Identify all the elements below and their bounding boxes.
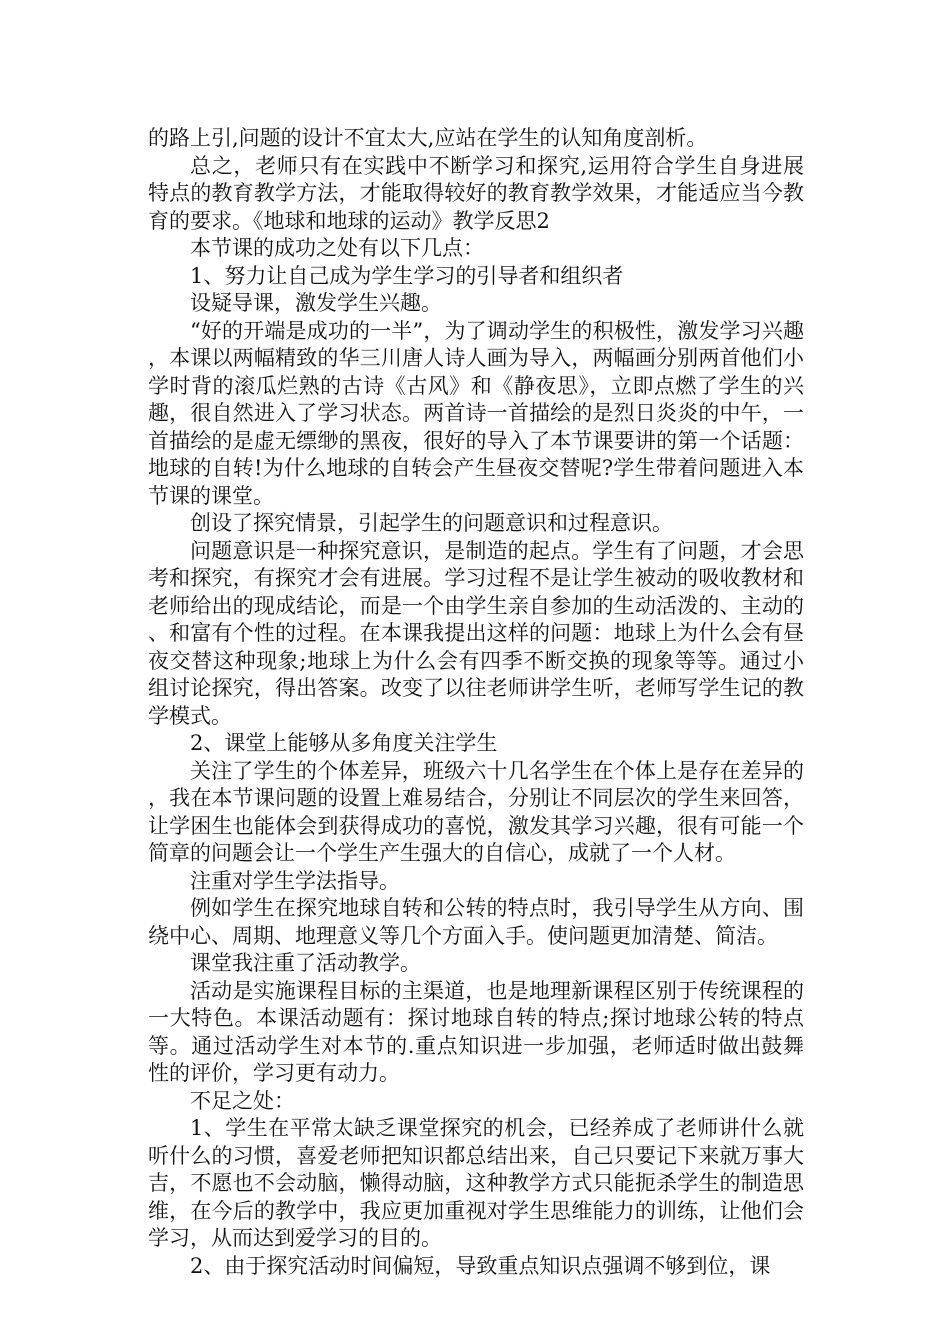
document-page [148, 125, 804, 1280]
paragraph-summary: 总之，老师只有在实践中不断学习和探究,运用符合学生自身进展特点的教育教学方法，才能取得较好的教育教学效果，才能适应当今教育的要求。《地球和地球的运动》教学反思2 [148, 153, 804, 233]
subheading-shortcomings: 不足之处： [190, 1088, 295, 1113]
subheading-study-methods: 注重对学生学法指导。 [190, 868, 400, 893]
paragraph-individual-differences: 关注了学生的个体差异，班级六十几名学生在个体上是存在差异的，我在本节课问题的设置上难易结合，分别让不同层次的学生来回答，让学困生也能体会到获得成功的喜悦，激发其学习兴趣，很有可能一个简章的问题会让一个学生产生强大的自信心，成就了一个人材。 [148, 758, 804, 865]
subheading-question-intro: 设疑导课，激发学生兴趣。 [190, 291, 442, 315]
heading-point-2: 2、课堂上能够从多角度关注学生 [190, 731, 498, 755]
subheading-activity-teaching: 课堂我注重了活动教学。 [190, 951, 421, 975]
paragraph-good-start: “好的开端是成功的一半”，为了调动学生的积极性，激发学习兴趣，本课以两幅精致的华三川唐人诗人画为导入，两幅画分别两首他们小学时背的滚瓜烂熟的古诗《古风》和《静夜思》，立即点燃了学生的兴趣，很自然进入了学习状态。两首诗一首描绘的是烈日炎炎的中午，一首描绘的是虚无缥缈的黑夜，很好的导入了本节课要讲的第一个话题：地球的自转!为什么地球的自转会产生昼夜交替呢?学生带着问题进入本节课的课堂。 [148, 318, 804, 508]
paragraph-example: 例如学生在探究地球自转和公转的特点时，我引导学生从方向、围绕中心、周期、地理意义等几个方面入手。使问题更加清楚、简洁。 [148, 896, 804, 948]
paragraph-activities: 活动是实施课程目标的主渠道，也是地理新课程区别于传统课程的一大特色。本课活动题有：探讨地球自转的特点;探讨地球公转的特点等。通过活动学生对本节的.重点知识进一步加强，老师适时做出鼓舞性的评价，学习更有动力。 [148, 978, 804, 1085]
heading-point-1: 1、努力让自己成为学生学习的引导者和组织者 [190, 263, 624, 288]
paragraph-shortcoming-1: 1、学生在平常太缺乏课堂探究的机会，已经养成了老师讲什么就听什么的习惯，喜爱老师把知识都总结出来，自己只要记下来就万事大吉，不愿也不会动脑，懒得动脑，这种教学方式只能扼杀学生的制造思维，在今后的教学中，我应更加重视对学生思维能力的训练，让他们会学习，从而达到爱学习的目的。 [148, 1116, 804, 1250]
paragraph-success-intro: 本节课的成功之处有以下几点： [190, 236, 484, 260]
subheading-inquiry-scenario: 创设了探究情景，引起学生的问题意识和过程意识。 [190, 511, 673, 535]
paragraph-shortcoming-2: 2、由于探究活动时间偏短，导致重点知识点强调不够到位，课 [190, 1253, 771, 1278]
paragraph-continuation: 的路上引,问题的设计不宜太大,应站在学生的认知角度剖析。 [148, 126, 708, 150]
paragraph-problem-awareness: 问题意识是一种探究意识，是制造的起点。学生有了问题，才会思考和探究，有探究才会有进展。学习过程不是让学生被动的吸收教材和老师给出的现成结论，而是一个由学生亲自参加的生动活泼的、主动的、和富有个性的过程。在本课我提出这样的问题：地球上为什么会有昼夜交替这种现象;地球上为什么会有四季不断交换的现象等等。通过小组讨论探究，得出答案。改变了以往老师讲学生听，老师写学生记的教学模式。 [148, 538, 804, 728]
